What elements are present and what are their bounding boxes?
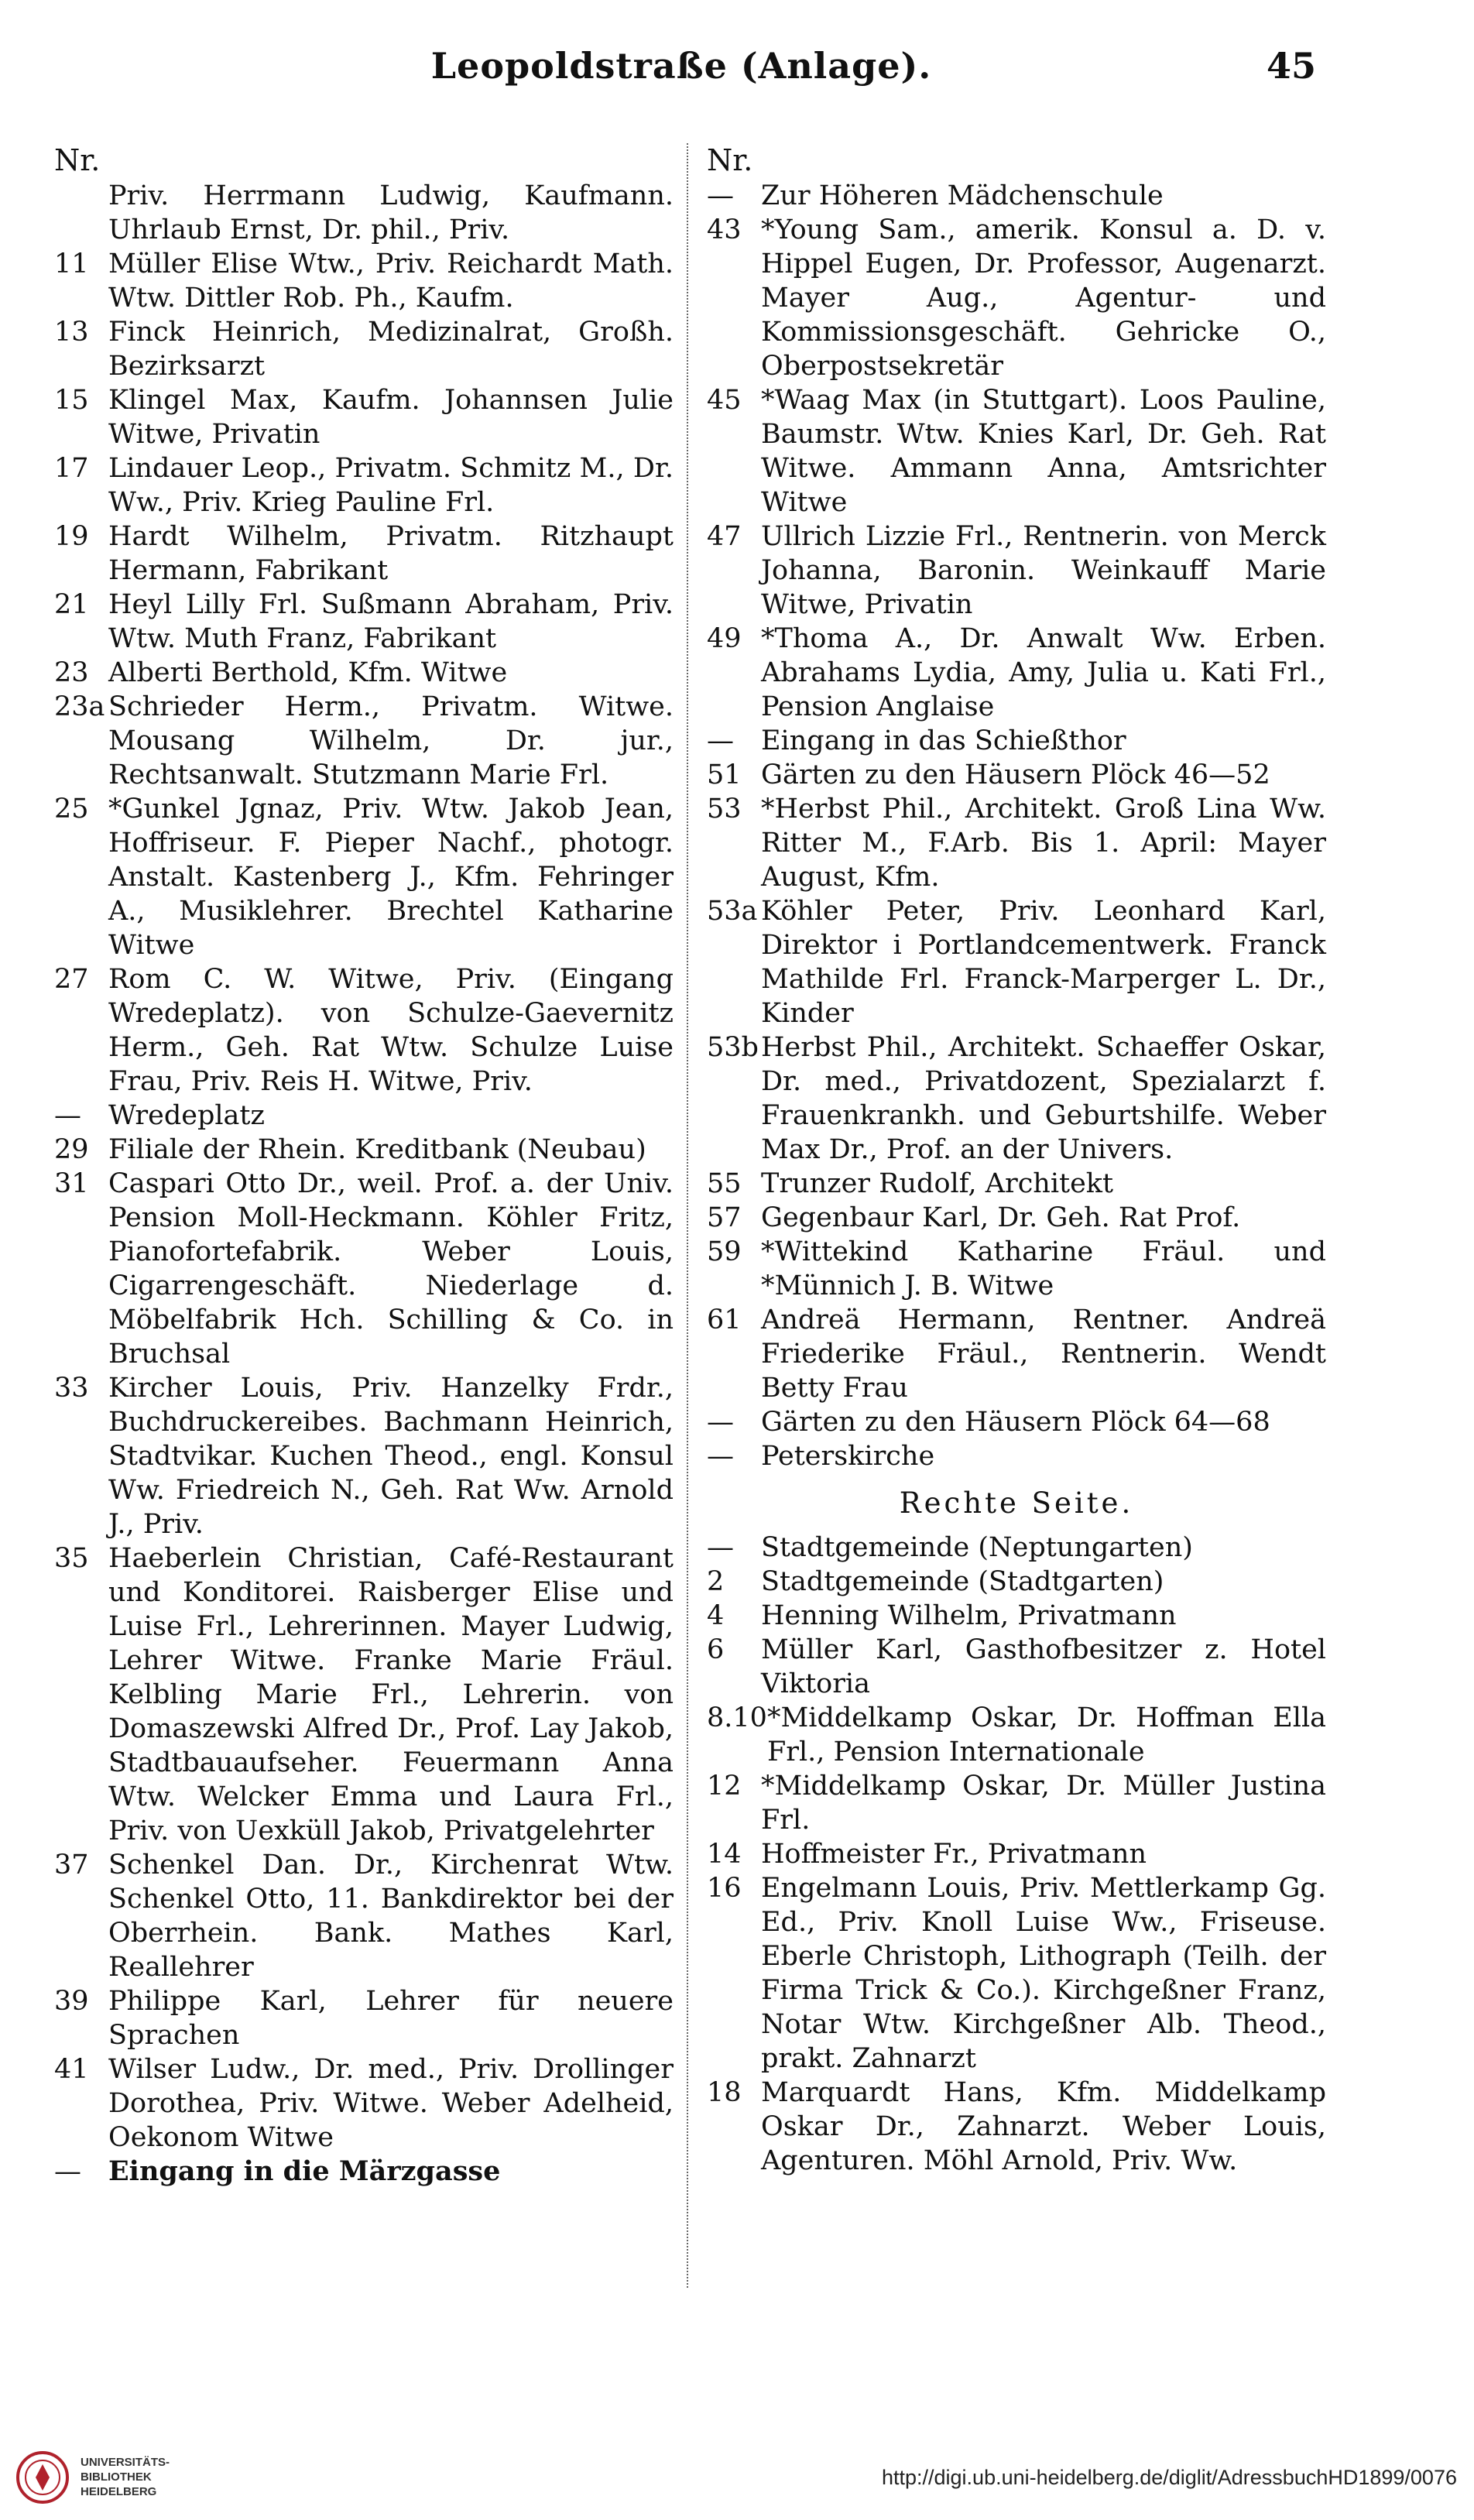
entry-text: Heyl Lilly Frl. Sußmann Abraham, Priv. Wtw. Muth Franz, Fabrikant: [108, 589, 674, 654]
house-number: 41: [54, 2054, 89, 2085]
house-number: —: [707, 180, 734, 211]
house-number: [54, 179, 108, 247]
directory-entry: [707, 1769, 1326, 1837]
entry-text: Peterskirche: [761, 1441, 935, 1472]
directory-entry: [54, 656, 674, 690]
entry-text: Philippe Karl, Lehrer für neuere Sprachen: [108, 1986, 674, 2051]
directory-entry: [707, 894, 1326, 1030]
logo-text: [81, 2455, 170, 2499]
directory-entry: [707, 519, 1326, 622]
directory-entry: [54, 1848, 674, 1984]
house-number: 17: [54, 453, 89, 484]
house-number: 37: [54, 1850, 89, 1881]
directory-entry: [707, 1030, 1326, 1167]
directory-entry: [54, 519, 674, 588]
house-number: 53a: [707, 896, 758, 927]
directory-entry: [54, 2052, 674, 2155]
house-number: 59: [707, 1236, 742, 1267]
entry-text: Klingel Max, Kaufm. Johannsen Julie Witwe, Privatin: [108, 385, 674, 450]
directory-entry: [707, 213, 1326, 383]
entry-text: Trunzer Rudolf, Architekt: [761, 1168, 1114, 1199]
entry-text: Caspari Otto Dr., weil. Prof. a. der Univ. Pension Moll-Heckmann. Köhler Fritz, Pianofortefabrik. Weber Louis, Cigarrengeschäft. Niederlage d. Möbelfabrik Hch. Schilling & Co. in Bruchsal: [108, 1168, 674, 1370]
house-number: 19: [54, 521, 89, 552]
entry-text: Gärten zu den Häusern Plöck 64—68: [761, 1407, 1270, 1438]
logo-line: UNIVERSITÄTS-: [81, 2456, 170, 2469]
page-title: Leopoldstraße (Anlage).: [430, 45, 932, 87]
logo-line: BIBLIOTHEK: [81, 2470, 152, 2484]
directory-entry: [707, 1303, 1326, 1405]
house-number: —: [707, 1407, 734, 1438]
house-number: 8.10: [707, 1702, 767, 1733]
nr-label: Nr.: [707, 143, 753, 177]
entry-text: Ullrich Lizzie Frl., Rentnerin. von Merck Johanna, Baronin. Weinkauff Marie Witwe, Privatin: [761, 521, 1326, 620]
source-url-link[interactable]: http://digi.ub.uni-heidelberg.de/diglit/AdressbuchHD1899/0076: [881, 2466, 1457, 2489]
directory-entry: [54, 247, 674, 315]
entry-text: Wredeplatz: [108, 1100, 265, 1131]
directory-entry: [54, 1541, 674, 1848]
house-number: 47: [707, 521, 742, 552]
column-divider: [687, 143, 688, 2288]
entry-text: Schrieder Herm., Privatm. Witwe. Mousang Wilhelm, Dr. jur., Rechtsanwalt. Stutzmann Marie Frl.: [108, 691, 674, 790]
house-number: 14: [707, 1839, 742, 1870]
directory-entry: [707, 1201, 1326, 1235]
page-number: 45: [1266, 45, 1316, 87]
entry-text: Köhler Peter, Priv. Leonhard Karl, Direktor i Portlandcementwerk. Franck Mathilde Frl. Franck-Marperger L. Dr., Kinder: [761, 896, 1326, 1029]
house-number: 11: [54, 249, 89, 279]
right-column: [707, 143, 1326, 2178]
directory-entry: [707, 792, 1326, 894]
house-number: 39: [54, 1986, 89, 2017]
entry-text: *Wittekind Katharine Fräul. und *Münnich J. B. Witwe: [761, 1236, 1326, 1301]
entry-text: Engelmann Louis, Priv. Mettlerkamp Gg. Ed., Priv. Knoll Luise Ww., Friseuse. Eberle Christoph, Lithograph (Teilh. der Firma Trick & Co.). Kirchgeßner Franz, Notar Wtw. Kirchgeßner Alb. Theod., prakt. Zahnarzt: [761, 1873, 1326, 2074]
entry-text: *Gunkel Jgnaz, Priv. Wtw. Jakob Jean, Hoffriseur. F. Pieper Nachf., photogr. Anstalt. Kastenberg J., Kfm. Fehringer A., Musiklehrer. Brechtel Katharine Witwe: [108, 794, 674, 961]
entry-text: *Young Sam., amerik. Konsul a. D. v. Hippel Eugen, Dr. Professor, Augenarzt. Mayer Aug., Agentur- und Kommissionsgeschäft. Gehricke O., Oberpostsekretär: [761, 214, 1326, 382]
entry-text: Herbst Phil., Architekt. Schaeffer Oskar, Dr. med., Privatdozent, Spezialarzt f. Frauenkrankh. und Geburtshilfe. Weber Max Dr., Prof. an der Univers.: [761, 1032, 1326, 1165]
directory-entry: [54, 383, 674, 451]
entry-text: Priv. Herrmann Ludwig, Kaufmann. Uhrlaub Ernst, Dr. phil., Priv.: [108, 180, 674, 245]
directory-entry: [707, 622, 1326, 724]
directory-entry: [54, 315, 674, 383]
entry-text: Alberti Berthold, Kfm. Witwe: [108, 657, 508, 688]
house-number: —: [54, 1100, 81, 1131]
house-number: 53b: [707, 1032, 759, 1063]
directory-entry: [54, 1371, 674, 1541]
house-number: 55: [707, 1168, 742, 1199]
entry-text: Lindauer Leop., Privatm. Schmitz M., Dr. Ww., Priv. Krieg Pauline Frl.: [108, 453, 674, 518]
house-number: 6: [707, 1634, 725, 1665]
house-number: 53: [707, 794, 742, 825]
entry-text: Gärten zu den Häusern Plöck 46—52: [761, 759, 1270, 790]
directory-entry: [707, 1439, 1326, 1473]
directory-entry: [707, 179, 1326, 213]
directory-entry: [707, 383, 1326, 519]
directory-entry: [707, 1565, 1326, 1599]
house-number: 57: [707, 1202, 742, 1233]
entry-text: Gegenbaur Karl, Dr. Geh. Rat Prof.: [761, 1202, 1241, 1233]
entry-text: Kircher Louis, Priv. Hanzelky Frdr., Buchdruckereibes. Bachmann Heinrich, Stadtvikar. Kuchen Theod., engl. Konsul Ww. Friedreich N., Geh. Rat Ww. Arnold J., Priv.: [108, 1373, 674, 1540]
logo-line: HEIDELBERG: [81, 2485, 157, 2498]
house-number: 33: [54, 1373, 89, 1404]
directory-entry: [707, 1167, 1326, 1201]
directory-entry: [707, 1235, 1326, 1303]
directory-entry: [54, 1167, 674, 1371]
entry-text: Rom C. W. Witwe, Priv. (Eingang Wredeplatz). von Schulze-Gaevernitz Herm., Geh. Rat Wtw. Schulze Luise Frau, Priv. Reis H. Witwe, Priv.: [108, 964, 674, 1097]
left-column: [54, 143, 674, 2189]
entry-text: Stadtgemeinde (Stadtgarten): [761, 1566, 1164, 1597]
entry-text: Schenkel Dan. Dr., Kirchenrat Wtw. Schenkel Otto, 11. Bankdirektor bei der Oberrhein. Bank. Mathes Karl, Reallehrer: [108, 1850, 674, 1983]
directory-entry: [54, 1133, 674, 1167]
house-number: 4: [707, 1600, 725, 1631]
directory-entry: [54, 451, 674, 519]
house-number: 23a: [54, 691, 105, 722]
directory-entry: [54, 792, 674, 962]
entry-text: Eingang in die Märzgasse: [108, 2155, 501, 2187]
directory-entry: [54, 179, 674, 247]
nr-label: Nr.: [54, 143, 101, 177]
directory-entry: [707, 758, 1326, 792]
entry-text: Zur Höheren Mädchenschule: [761, 180, 1164, 211]
directory-entry: [54, 1099, 674, 1133]
house-number: 51: [707, 759, 742, 790]
entry-text: Hardt Wilhelm, Privatm. Ritzhaupt Hermann, Fabrikant: [108, 521, 674, 586]
directory-entry: [707, 724, 1326, 758]
house-number: 29: [54, 1134, 89, 1165]
house-number: —: [707, 725, 734, 756]
entry-text: Wilser Ludw., Dr. med., Priv. Drollinger Dorothea, Priv. Witwe. Weber Adelheid, Oekonom Witwe: [108, 2054, 674, 2153]
house-number: 16: [707, 1873, 742, 1904]
directory-entry: [707, 1701, 1326, 1769]
footer: [0, 2435, 1474, 2520]
house-number: —: [707, 1532, 734, 1563]
house-number: —: [707, 1441, 734, 1472]
house-number: 21: [54, 589, 89, 620]
entry-text: Andreä Hermann, Rentner. Andreä Friederike Fräul., Rentnerin. Wendt Betty Frau: [761, 1305, 1326, 1404]
house-number: 23: [54, 657, 89, 688]
house-number: 2: [707, 1566, 725, 1597]
house-number: —: [54, 2156, 81, 2187]
entry-text: Stadtgemeinde (Neptungarten): [761, 1532, 1193, 1563]
house-number: 35: [54, 1543, 89, 1574]
entry-text: *Middelkamp Oskar, Dr. Hoffman Ella Frl., Pension Internationale: [766, 1702, 1326, 1767]
page-header: [46, 45, 1316, 107]
university-seal-icon: [15, 2450, 70, 2505]
house-number: 13: [54, 317, 89, 348]
house-number: 49: [707, 623, 742, 654]
entry-text: Filiale der Rhein. Kreditbank (Neubau): [108, 1134, 646, 1165]
entry-text: Hoffmeister Fr., Privatmann: [761, 1839, 1147, 1870]
directory-entry: [54, 588, 674, 656]
house-number: 43: [707, 214, 742, 245]
entry-text: *Middelkamp Oskar, Dr. Müller Justina Frl.: [761, 1771, 1326, 1836]
house-number: 45: [707, 385, 742, 416]
house-number: 61: [707, 1305, 742, 1335]
library-logo: [15, 2450, 201, 2512]
entry-text: *Herbst Phil., Architekt. Groß Lina Ww. Ritter M., F.Arb. Bis 1. April: Mayer August, Kfm.: [761, 794, 1326, 893]
directory-entry: [707, 1599, 1326, 1633]
entry-text: Finck Heinrich, Medizinalrat, Großh. Bezirksarzt: [108, 317, 674, 382]
entry-text: *Waag Max (in Stuttgart). Loos Pauline, Baumstr. Wtw. Knies Karl, Dr. Geh. Rat Witwe. Ammann Anna, Amtsrichter Witwe: [761, 385, 1326, 518]
directory-entry: [707, 1405, 1326, 1439]
house-number: 18: [707, 2077, 742, 2108]
directory-entry: [707, 1531, 1326, 1565]
directory-entry: [54, 1984, 674, 2052]
house-number: 27: [54, 964, 89, 995]
directory-entry: [707, 1871, 1326, 2076]
entry-text: Müller Karl, Gasthofbesitzer z. Hotel Viktoria: [761, 1634, 1326, 1699]
directory-entry: [707, 2076, 1326, 2178]
house-number: 31: [54, 1168, 89, 1199]
entry-text: Henning Wilhelm, Privatmann: [761, 1600, 1177, 1631]
directory-entry: [707, 1837, 1326, 1871]
directory-entry: [707, 1633, 1326, 1701]
house-number: 25: [54, 794, 89, 825]
entry-text: Haeberlein Christian, Café-Restaurant und Konditorei. Raisberger Elise und Luise Frl., Lehrerinnen. Mayer Ludwig, Lehrer Witwe. Franke Marie Fräul. Kelbling Marie Frl., Lehrerin. von Domaszewski Alfred Dr., Prof. Lay Jakob, Stadtbauaufseher. Feuermann Anna Wtw. Welcker Emma und Laura Frl., Priv. von Uexküll Jakob, Privatgelehrter: [108, 1543, 674, 1846]
directory-entry: [54, 962, 674, 1099]
entry-text: Marquardt Hans, Kfm. Middelkamp Oskar Dr., Zahnarzt. Weber Louis, Agenturen. Möhl Arnold, Priv. Ww.: [761, 2077, 1326, 2176]
entry-text: *Thoma A., Dr. Anwalt Ww. Erben. Abrahams Lydia, Amy, Julia u. Kati Frl., Pension Anglaise: [761, 623, 1326, 722]
house-number: 15: [54, 385, 89, 416]
house-number: 12: [707, 1771, 742, 1802]
directory-entry: [54, 2155, 674, 2189]
entry-text: Eingang in das Schießthor: [761, 725, 1126, 756]
section-heading: Rechte Seite.: [899, 1486, 1134, 1520]
entry-text: Müller Elise Wtw., Priv. Reichardt Math. Wtw. Dittler Rob. Ph., Kaufm.: [108, 249, 674, 314]
directory-entry: [54, 690, 674, 792]
